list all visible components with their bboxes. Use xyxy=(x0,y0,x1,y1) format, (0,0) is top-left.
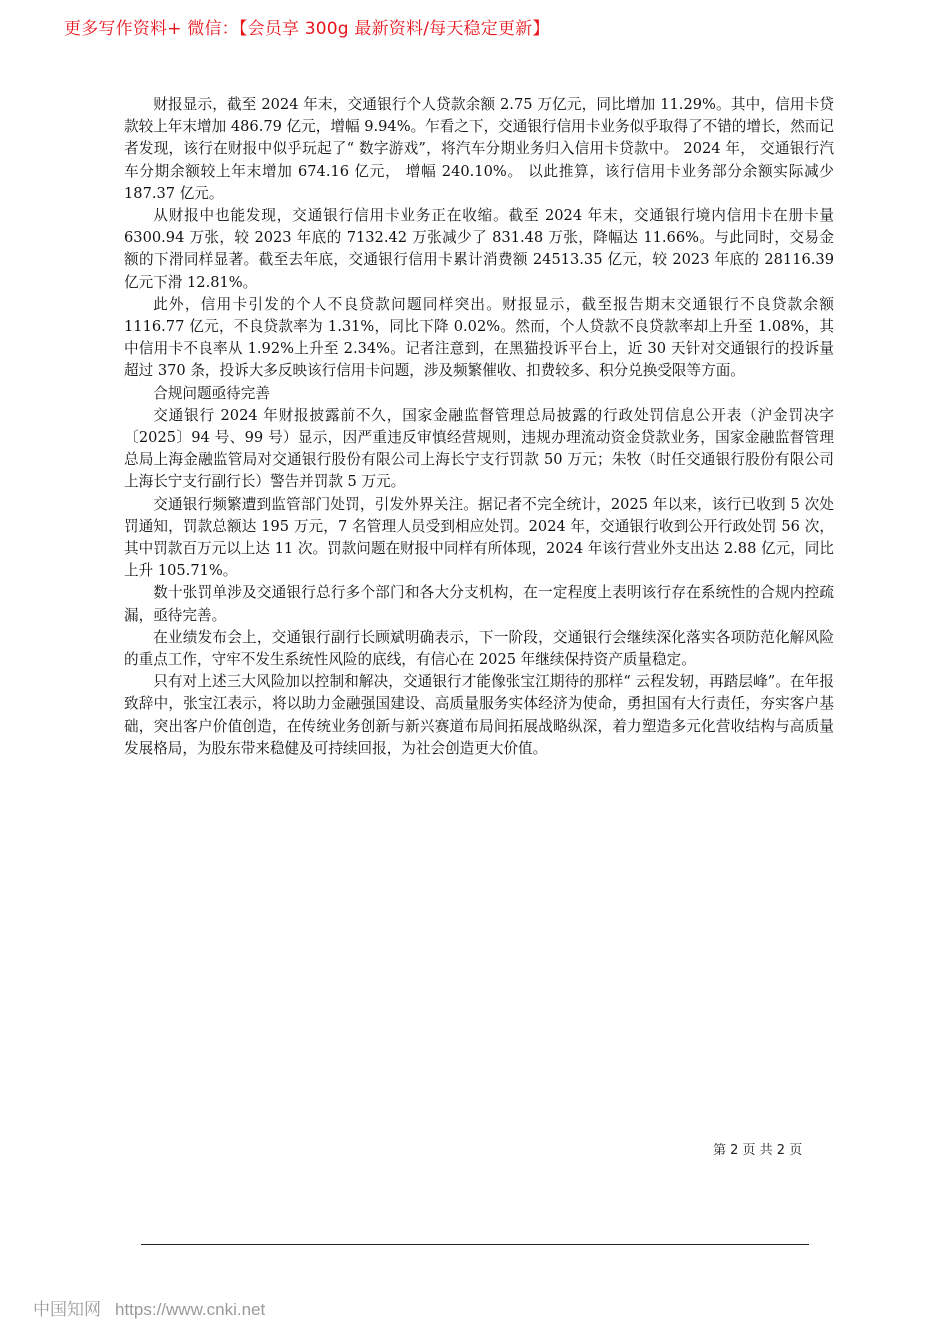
watermark-name: 中国知网 xyxy=(33,1300,101,1319)
paragraph-penalty-notice: 交通银行 2024 年财报披露前不久，国家金融监督管理总局披露的行政处罚信息公开表（沪金罚决字〔2025〕94 号、99 号）显示，因严重违反审慎经营规则，违规办理流动资金贷款业务，国家金融监督管理总局上海金融监管局对交通银行股份有限公司上海长宁支行罚款 50 万元；朱牧（时任交通银行股份有限公司上海长宁支行副行长）警告并罚款 5 万元。 xyxy=(124,406,834,491)
page-number: 第 2 页 共 2 页 xyxy=(713,1143,803,1158)
footer-divider xyxy=(141,1244,809,1245)
watermark-url: https://www.cnki.net xyxy=(115,1300,266,1319)
article-body xyxy=(124,94,834,760)
paragraph-conclusion: 只有对上述三大风险加以控制和解决，交通银行才能像张宝江期待的那样“ 云程发轫，再踏层峰”。在年报致辞中，张宝江表示，将以助力金融强国建设、高质量服务实体经济为使命，勇担国有大行责任，夯实客户基础，突出客户价值创造，在传统业务创新与新兴赛道布局间拓展战略纵深，着力塑造多元化营收结构与高质量发展格局，为股东带来稳健及可持续回报，为社会创造更大价值。 xyxy=(124,673,834,757)
cnki-watermark xyxy=(33,1295,265,1320)
promo-banner: 更多写作资料+ 微信：【会员享 300g 最新资料/每天稳定更新】 xyxy=(64,19,550,39)
paragraph-card-contraction: 从财报中也能发现，交通银行信用卡业务正在收缩。截至 2024 年末，交通银行境内信用卡在册卡量 6300.94 万张，较 2023 年底的 7132.42 万张减少了 831.48 万张，降幅达 11.66%。与此同时，交易金额的下滑同样显著。截至去年底，交通银行信用卡累计消费额 24513.35 亿元，较 2023 年底的 28116.39 亿元下滑 12.81%。 xyxy=(124,207,834,291)
paragraph-frequent-penalties: 交通银行频繁遭到监管部门处罚，引发外界关注。据记者不完全统计，2025 年以来，该行已收到 5 次处罚通知，罚款总额达 195 万元，7 名管理人员受到相应处罚。2024 年，交通银行收到公开行政处罚 56 次，其中罚款百万元以上达 11 次。罚款问题在财报中同样有所体现，2024 年该行营业外支出达 2.88 亿元，同比上升 105.71%。 xyxy=(124,495,834,580)
paragraph-nonperforming-loans: 此外，信用卡引发的个人不良贷款问题同样突出。财报显示，截至报告期末交通银行不良贷款余额 1116.77 亿元，不良贷款率为 1.31%，同比下降 0.02%。然而，个人贷款不良贷款率却上升至 1.08%，其中信用卡不良率从 1.92%上升至 2.34%。记者注意到，在黑猫投诉平台上，近 30 天针对交通银行的投诉量超过 370 条，投诉大多反映该行信用卡问题，涉及频繁催收、扣费较多、积分兑换受限等方面。 xyxy=(124,295,834,380)
paragraph-credit-card-loans: 财报显示，截至 2024 年末，交通银行个人贷款余额 2.75 万亿元，同比增加 11.29%。其中，信用卡贷款较上年末增加 486.79 亿元，增幅 9.94%。乍看之下，交通银行信用卡业务似乎取得了不错的增长，然而记者发现，该行在财报中似乎玩起了“ 数字游戏”，将汽车分期业务归入信用卡贷款中。 2024 年， 交通银行汽车分期余额较上年末增加 674.16 亿元， 增幅 240.10%。 以此推算，该行信用卡业务部分余额实际减少 187.37 亿元。 xyxy=(124,96,834,202)
section-heading-compliance: 合规问题亟待完善 xyxy=(153,384,270,402)
paragraph-systemic-gaps: 数十张罚单涉及交通银行总行多个部门和各大分支机构，在一定程度上表明该行存在系统性的合规内控疏漏，亟待完善。 xyxy=(124,584,834,624)
paragraph-earnings-conference: 在业绩发布会上，交通银行副行长顾斌明确表示，下一阶段，交通银行会继续深化落实各项防范化解风险的重点工作，守牢不发生系统性风险的底线，有信心在 2025 年继续保持资产质量稳定。 xyxy=(124,628,834,669)
